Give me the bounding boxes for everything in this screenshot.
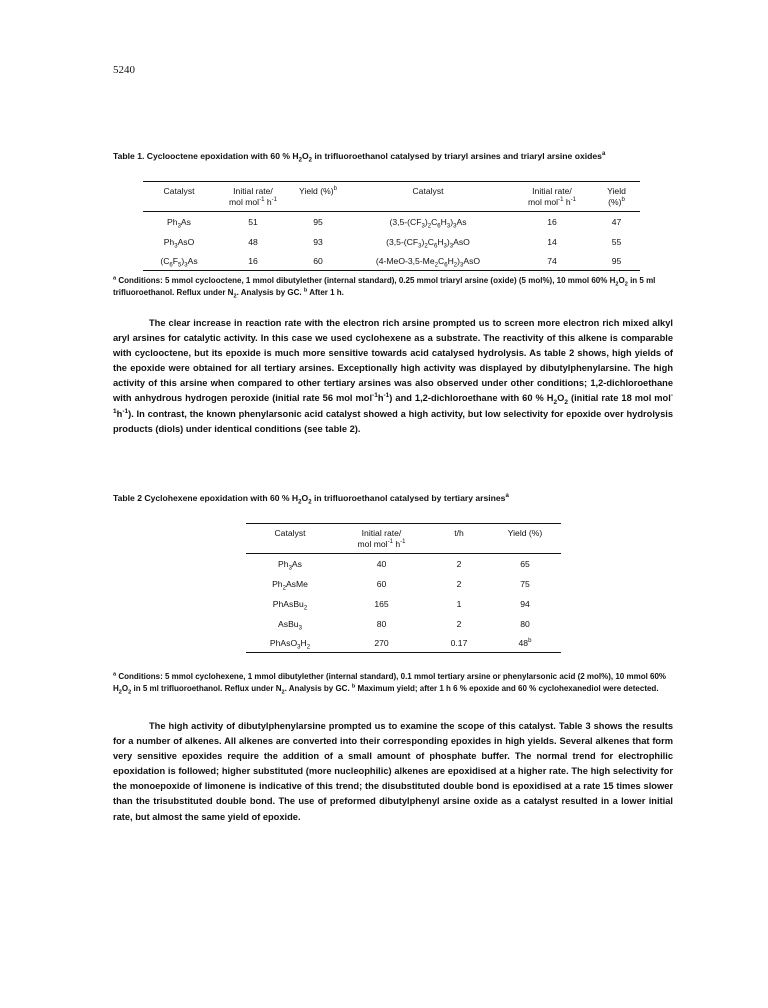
table-cell: $PhAsO_3H_2$ bbox=[246, 634, 334, 653]
table2 bbox=[246, 523, 561, 653]
table-row bbox=[246, 574, 561, 594]
body-paragraph-1: The clear increase in reaction rate with the electron rich arsine prompted us to screen more electron rich mixed alkyl aryl arsines for catalytic activity. In this case we used cyclohexene as a substrate. The reactivity of this alkene is comparable with cyclooctene, but its epoxide is much more sensitive towards acid catalysed hydrolysis. As table 2 shows, high yields of the epoxide were obtained for all tertiary arsines. Exceptionally high activity was displayed by dibutylphenylarsine. The high activity of this arsine when compared to other tertiary arsines was also observed under other conditions; 1,2-dichloroethane with anhydrous hydrogen peroxide (initial rate 56 mol $mol^{-1}h^{-1}$) and 1,2-dichloroethane with 60 % $H_2O_2$ (initial rate 18 mol $mol^{-1}h^{-1}$). In contrast, the known phenylarsonic acid catalyst showed a high activity, but low selectivity for epoxide over hydrolysis products (diols) under identical conditions (see table 2). bbox=[113, 318, 673, 434]
table-cell: 2 bbox=[456, 619, 462, 629]
table2-caption bbox=[113, 492, 673, 504]
table2-header: t/h bbox=[429, 524, 489, 554]
table-cell: 93 bbox=[313, 237, 323, 247]
table-cell: AsBu$_3$ bbox=[278, 619, 302, 632]
table2-header: Catalyst bbox=[246, 524, 334, 554]
table-cell: $Ph_3As$ bbox=[167, 217, 191, 230]
table-row bbox=[143, 252, 640, 271]
table-row bbox=[246, 614, 561, 634]
table-cell: $(C_6F_5)_3As$ bbox=[143, 252, 215, 271]
table-cell: 16 bbox=[215, 252, 291, 271]
table-cell: 270 bbox=[334, 634, 429, 653]
table-cell: 2 bbox=[456, 579, 462, 589]
table2-caption-text: Cyclohexene epoxidation with 60 % $H_2O_2$ in trifluoroethanol catalysed by tertiary arsines$^a$ bbox=[144, 493, 509, 506]
table-cell: $(3,5-(CF_3)_2C_6H_3)_3As$ bbox=[389, 217, 467, 230]
table-cell: 51 bbox=[248, 217, 258, 227]
table-cell: 55 bbox=[611, 237, 622, 247]
body-paragraph-2: The high activity of dibutylphenylarsine prompted us to examine the scope of this catalyst. Table 3 shows the results for a number of alkenes. All alkenes are converted into their corresponding epoxides in high yields. Several alkenes that form very sensitive epoxides require the addition of a small amount of phosphate buffer. The normal trend for electrophilic epoxidation is followed; higher substituted (more nucleophilic) alkenes are epoxidised at a higher rate. The high selectivity for the monoepoxide of limonene is indicative of this trend; the disubstituted double bond is epoxidised at a rate 15 times slower than the trisubstituted double bond. The use of preformed dibutylphenyl arsine oxide as a catalyst resulted in a lower initial rate, but almost the same yield of epoxide. bbox=[113, 721, 673, 822]
table-cell: 0.17 bbox=[429, 634, 489, 653]
table-cell: 80 bbox=[520, 619, 530, 629]
table1-header: Yield (%)$^b$ bbox=[593, 182, 640, 212]
table1-caption-label: Table 1. bbox=[113, 151, 145, 161]
table-cell: 14 bbox=[547, 237, 557, 247]
table-cell: $Ph_2AsMe$ bbox=[272, 579, 308, 592]
page-number: 5240 bbox=[113, 64, 135, 76]
table-cell: 60 bbox=[291, 252, 345, 271]
table-row bbox=[246, 594, 561, 614]
table-cell: $(4-MeO-3,5-Me_2C_6H_2)_3AsO$ bbox=[345, 252, 511, 271]
table-cell: 1 bbox=[456, 599, 462, 609]
table-row bbox=[246, 634, 561, 653]
table2-footnote: $^a$ Conditions: 5 mmol cyclohexene, 1 mmol dibutylether (internal standard), 0.1 mmol tertiary arsine or phenylarsonic acid (2 mol%), 10 mmol 60% $H_2O_2$ in 5 ml trifluoroethanol. Reflux under $N_2$. Analysis by GC. $^b$ Maximum yield; after 1 h 6 % epoxide and 60 % cyclohexanediol were detected. bbox=[113, 671, 667, 696]
table1-header: Initial rate/ mol mol$^{-1}$ $h^{-1}$ bbox=[511, 182, 593, 212]
table1-caption-text: Cyclooctene epoxidation with 60 % $H_2O_2$ in trifluoroethanol catalysed by triaryl arsines and triaryl arsine oxides$^a$ bbox=[146, 151, 606, 164]
table-cell: PhAsBu$_2$ bbox=[272, 599, 308, 612]
table-cell: $Ph_3As$ bbox=[278, 559, 302, 572]
table-cell: 94 bbox=[520, 599, 530, 609]
table-cell: 48 bbox=[248, 237, 258, 247]
table-cell: 40 bbox=[376, 559, 387, 569]
table-cell: 48$^b$ bbox=[489, 634, 561, 653]
table2-header: Initial rate/ mol mol$^{-1}$ $h^{-1}$ bbox=[334, 524, 429, 554]
table-row bbox=[143, 232, 640, 252]
table-cell: 95 bbox=[593, 252, 640, 271]
table1-header: Catalyst bbox=[345, 182, 511, 212]
table-cell: $(3,5-(CF_3)_2C_6H_3)_3AsO$ bbox=[386, 237, 470, 250]
table1-header-row bbox=[143, 182, 640, 212]
table-cell: 80 bbox=[376, 619, 387, 629]
table2-caption-label: Table 2 bbox=[113, 493, 142, 503]
table-row bbox=[246, 554, 561, 575]
table-cell: 165 bbox=[374, 599, 389, 609]
table-cell: 95 bbox=[313, 217, 323, 227]
table1-header: Catalyst bbox=[143, 182, 215, 212]
table-cell: $Ph_3AsO$ bbox=[163, 237, 195, 250]
table-cell: 74 bbox=[511, 252, 593, 271]
table-cell: 65 bbox=[520, 559, 530, 569]
table-cell: 47 bbox=[611, 217, 622, 227]
table1 bbox=[143, 181, 640, 271]
table-cell: 75 bbox=[520, 579, 530, 589]
table1-caption bbox=[113, 150, 673, 162]
table1-footnote: $^a$ Conditions: 5 mmol cyclooctene, 1 mmol dibutylether (internal standard), 0.25 mmol triaryl arsine (oxide) (5 mol%), 10 mmol 60% $H_2O_2$ in 5 ml trifluoroethanol. Reflux under $N_2$. Analysis by GC. $^b$ After 1 h. bbox=[113, 275, 656, 300]
table2-header-row bbox=[246, 524, 561, 554]
table-cell: 2 bbox=[456, 559, 462, 569]
table1-header: Initial rate/ mol mol$^{-1}$ $h^{-1}$ bbox=[215, 182, 291, 212]
table2-header: Yield (%) bbox=[489, 524, 561, 554]
table-cell: 60 bbox=[376, 579, 387, 589]
table1-header: Yield (%)$^b$ bbox=[291, 182, 345, 212]
table-row bbox=[143, 212, 640, 233]
table-cell: 16 bbox=[547, 217, 557, 227]
